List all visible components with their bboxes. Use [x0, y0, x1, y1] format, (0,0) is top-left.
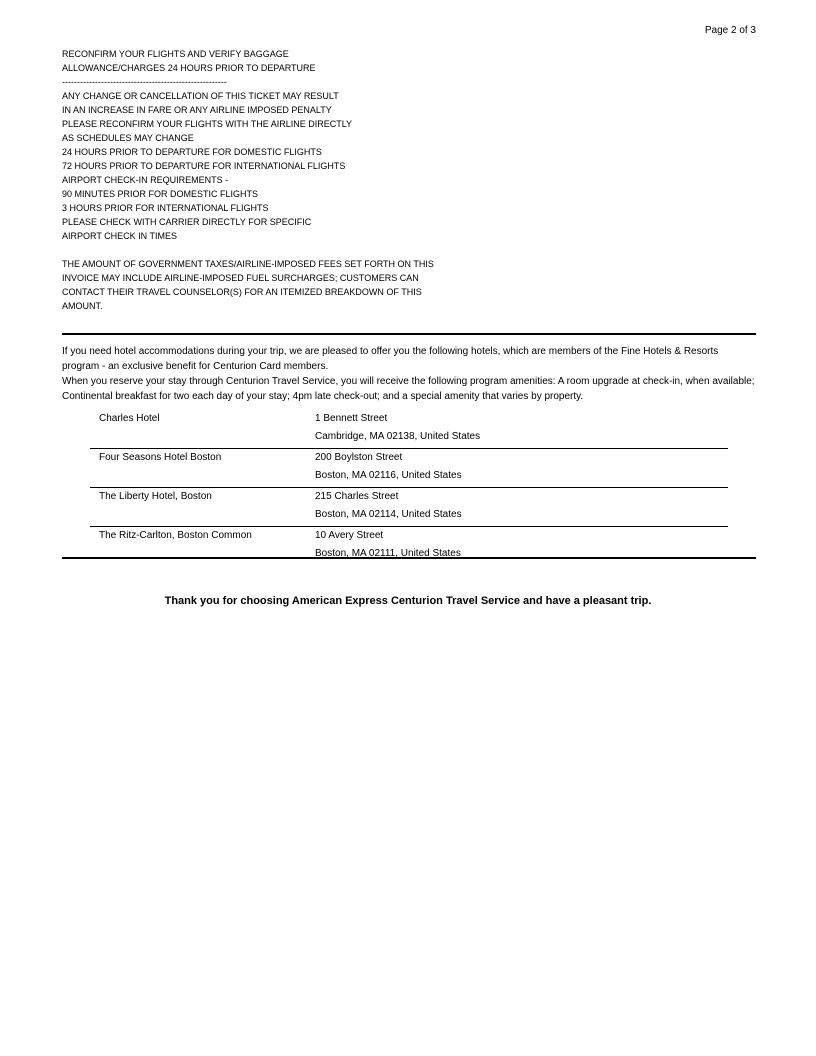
- remark-line: PLEASE CHECK WITH CARRIER DIRECTLY FOR SPECIFIC: [62, 217, 312, 227]
- remark-line: AIRPORT CHECK IN TIMES: [62, 231, 178, 241]
- hotel-row: [90, 449, 728, 470]
- hotel-row: [90, 469, 728, 488]
- hotel-street: 1 Bennett Street: [315, 413, 388, 424]
- tax-notice-line: THE AMOUNT OF GOVERNMENT TAXES/AIRLINE-IMPOSED FEES SET FORTH ON THIS: [62, 259, 434, 269]
- remark-separator: -------------------------------------------------------: [62, 77, 227, 87]
- hotel-row: [90, 508, 728, 527]
- hotel-name: The Ritz-Carlton, Boston Common: [99, 530, 252, 541]
- remark-line: IN AN INCREASE IN FARE OR ANY AIRLINE IMPOSED PENALTY: [62, 105, 332, 115]
- hotel-name: The Liberty Hotel, Boston: [99, 491, 212, 502]
- hotel-city: Boston, MA 02111, United States: [315, 548, 461, 559]
- remark-line: ALLOWANCE/CHARGES 24 HOURS PRIOR TO DEPARTURE: [62, 63, 316, 73]
- hotel-name: Four Seasons Hotel Boston: [99, 452, 222, 463]
- page-number: Page 2 of 3: [704, 25, 756, 36]
- hotel-city: Boston, MA 02114, United States: [306, 508, 728, 527]
- hotel-street: 215 Charles Street: [315, 491, 399, 502]
- hotel-row: [90, 547, 728, 565]
- hotel-name: Charles Hotel: [99, 413, 160, 424]
- remark-line: 24 HOURS PRIOR TO DEPARTURE FOR DOMESTIC FLIGHTS: [62, 147, 322, 157]
- tax-notice-line: AMOUNT.: [62, 301, 103, 311]
- hotel-intro-paragraph: If you need hotel accommodations during your trip, we are pleased to offer you the following hotels, which are members of the Fine Hotels & Resorts program - an exclusive benefit for Centurion Card members.: [62, 346, 719, 372]
- remark-spacer: [62, 243, 562, 257]
- remark-line: ANY CHANGE OR CANCELLATION OF THIS TICKET MAY RESULT: [62, 91, 339, 101]
- hotel-row: [90, 430, 728, 449]
- remark-line: AIRPORT CHECK-IN REQUIREMENTS -: [62, 175, 229, 185]
- tax-notice-line: CONTACT THEIR TRAVEL COUNSELOR(S) FOR AN ITEMIZED BREAKDOWN OF THIS: [62, 287, 422, 297]
- ticket-remarks: [62, 47, 562, 313]
- remark-line: 3 HOURS PRIOR FOR INTERNATIONAL FLIGHTS: [62, 203, 269, 213]
- remark-line: AS SCHEDULES MAY CHANGE: [62, 133, 194, 143]
- hotel-city: Boston, MA 02116, United States: [306, 469, 728, 488]
- hotel-row: [90, 527, 728, 548]
- hotel-street: 10 Avery Street: [315, 530, 384, 541]
- hotel-city: Cambridge, MA 02138, United States: [306, 430, 728, 449]
- closing-message: Thank you for choosing American Express Centurion Travel Service and have a pleasant trip.: [164, 595, 652, 607]
- hotel-amenities-paragraph: When you reserve your stay through Centurion Travel Service, you will receive the following program amenities: A room upgrade at check-in, when available; Continental breakfast for two each day of your stay; 4pm late check-out; and a special amenity that varies by property.: [62, 376, 755, 402]
- hotel-street: 200 Boylston Street: [315, 452, 403, 463]
- section-divider: [62, 557, 756, 559]
- hotel-list: [90, 410, 728, 565]
- remark-line: PLEASE RECONFIRM YOUR FLIGHTS WITH THE AIRLINE DIRECTLY: [62, 119, 353, 129]
- remark-line: RECONFIRM YOUR FLIGHTS AND VERIFY BAGGAGE: [62, 49, 289, 59]
- tax-notice-line: INVOICE MAY INCLUDE AIRLINE-IMPOSED FUEL SURCHARGES; CUSTOMERS CAN: [62, 273, 419, 283]
- hotel-offers-section: [62, 333, 756, 565]
- hotel-row: [90, 410, 728, 430]
- remark-line: 72 HOURS PRIOR TO DEPARTURE FOR INTERNATIONAL FLIGHTS: [62, 161, 346, 171]
- hotel-row: [90, 488, 728, 509]
- remark-line: 90 MINUTES PRIOR FOR DOMESTIC FLIGHTS: [62, 189, 259, 199]
- hotel-intro: [62, 344, 756, 404]
